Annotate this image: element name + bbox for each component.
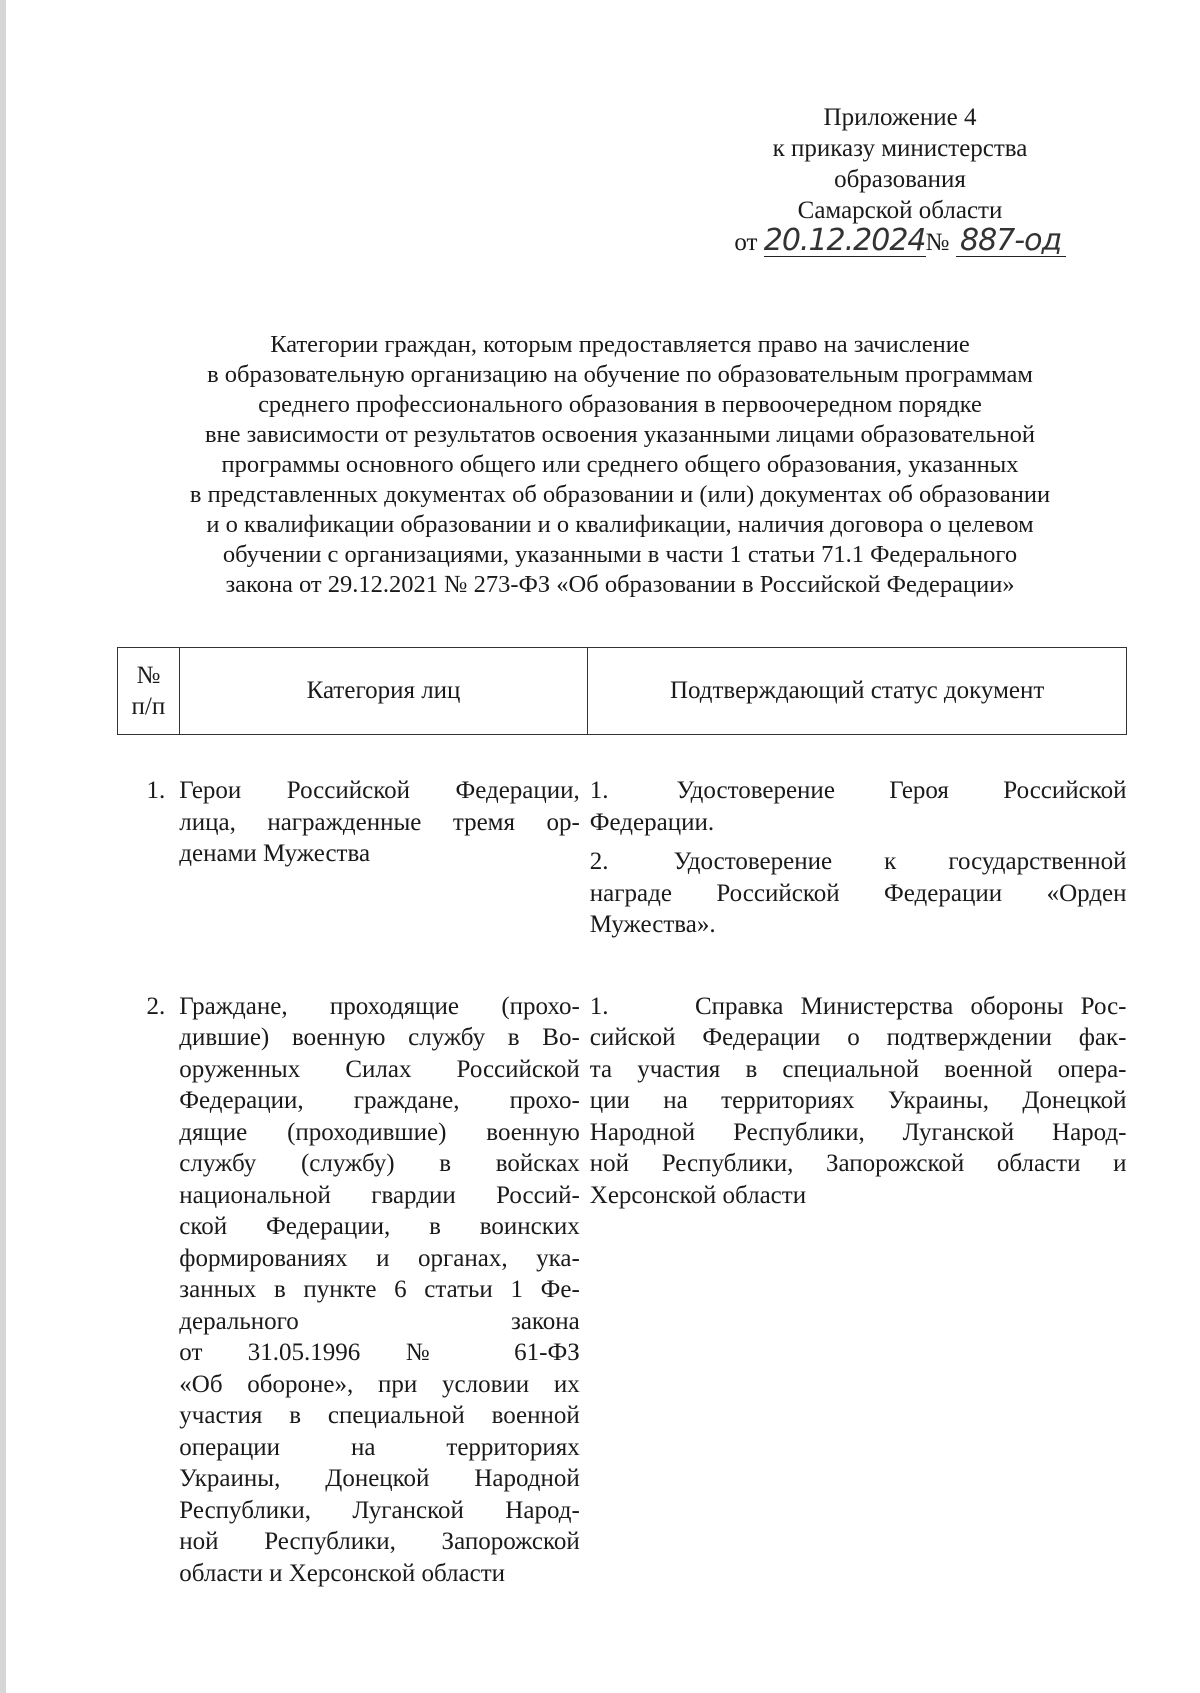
category-line: оруженных Силах Российской: [179, 1055, 580, 1083]
title-line: Категории граждан, которым предоставляется право на зачисление: [270, 331, 970, 358]
category-line: дерального закона: [179, 1307, 580, 1335]
title-line: закона от 29.12.2021 № 273-ФЗ «Об образовании в Российской Федерации»: [225, 571, 1015, 598]
appendix-line-3: образования: [834, 166, 966, 193]
category-line: лица, награжденные тремя ор-: [179, 808, 580, 836]
document-title: [110, 330, 1130, 600]
header-category: Категория лиц: [179, 648, 588, 735]
header-num-abbr: п/п: [131, 693, 166, 720]
table-header-row: [118, 648, 1127, 735]
category-line: ской Федерации, в воинских: [179, 1213, 580, 1240]
category-line: операции на территориях: [179, 1433, 580, 1461]
appendix-line-4: Самарской области: [797, 197, 1003, 224]
document-item: [590, 775, 1127, 838]
category-line: «Об обороне», при условии их: [179, 1370, 580, 1398]
number-label: №: [925, 229, 950, 256]
category-line: Украины, Донецкой Народной: [179, 1465, 580, 1492]
category-line: Федерации, граждане, прохо-: [179, 1087, 580, 1114]
category-line: ной Республики, Запорожской: [179, 1528, 580, 1555]
header-num: [118, 648, 180, 735]
category-line: участия в специальной военной: [179, 1402, 580, 1429]
category-line: Граждане, проходящие (прохо-: [179, 992, 580, 1020]
scan-edge: [0, 0, 6, 1693]
title-line: среднего профессионального образования в первоочередном порядке: [258, 391, 982, 418]
handwritten-number: 887-од: [956, 226, 1066, 257]
row-number: 2.: [146, 992, 166, 1020]
category-line: национальной гвардии Россий-: [179, 1181, 580, 1209]
title-line: вне зависимости от результатов освоения указанными лицами образовательной: [204, 421, 1036, 448]
appendix-line-2: к приказу министерства: [772, 135, 1028, 162]
document-line: Херсонской области: [589, 1181, 807, 1209]
order-date-number-line: [700, 223, 1100, 262]
document-line: сийской Федерации о подтверждении фак-: [589, 1024, 1127, 1051]
appendix-line-1: Приложение 4: [823, 104, 977, 131]
category-line: области и Херсонской области: [179, 1559, 506, 1587]
document-line: Народной Республики, Луганской Народ-: [589, 1118, 1127, 1146]
category-cell: [179, 735, 588, 941]
title-line: обучении с организациями, указанными в части 1 статьи 71.1 Федерального: [222, 541, 1018, 568]
category-line: от 31.05.1996 № 61-ФЗ: [179, 1339, 580, 1366]
title-line: в представленных документах об образовании и (или) документах об образовании: [189, 481, 1051, 508]
document-line: ции на территориях Украины, Донецкой: [589, 1087, 1127, 1114]
category-line: дившие) военную службу в Во-: [179, 1024, 580, 1051]
category-line: дящие (проходившие) военную: [179, 1118, 580, 1146]
row-number: 1.: [146, 777, 166, 804]
document-item: [590, 846, 1127, 941]
handwritten-date: 20.12.2024: [763, 223, 926, 258]
from-label: от: [734, 229, 758, 256]
document-line: Мужества».: [589, 911, 716, 938]
category-line: Герои Российской Федерации,: [179, 777, 580, 804]
category-line: Республики, Луганской Народ-: [179, 1496, 580, 1524]
category-line: формированиях и органах, ука-: [179, 1244, 580, 1272]
document-cell: [588, 941, 1127, 1590]
document-line: награде Российской Федерации «Орден: [589, 879, 1127, 907]
appendix-block: [700, 102, 1100, 262]
title-line: и о квалификации образовании и о квалификации, наличия договора о целевом: [206, 511, 1034, 538]
document-line: Федерации.: [589, 808, 715, 836]
category-line: занных в пункте 6 статьи 1 Фе-: [179, 1276, 580, 1303]
document-line: ной Республики, Запорожской области и: [589, 1150, 1127, 1177]
table-row: [118, 941, 1127, 1590]
document-line: та участия в специальной военной опера-: [589, 1055, 1127, 1083]
categories-table: [117, 647, 1127, 1589]
title-line: программы основного общего или среднего общего образования, указанных: [221, 451, 1019, 478]
document-line: 1. Справка Министерства обороны Рос-: [589, 992, 1127, 1020]
category-line: службу (службу) в войсках: [179, 1150, 580, 1177]
document-cell: [588, 735, 1127, 941]
header-num-symbol: №: [136, 661, 161, 689]
document-line: 2. Удостоверение к государственной: [589, 848, 1127, 875]
header-document: Подтверждающий статус документ: [588, 648, 1127, 735]
document-item: [590, 991, 1127, 1212]
category-line: денами Мужества: [179, 840, 371, 867]
title-line: в образовательную организацию на обучение по образовательным программам: [207, 361, 1033, 388]
table-row: [118, 735, 1127, 941]
category-cell: [179, 941, 588, 1590]
document-line: 1. Удостоверение Героя Российской: [589, 777, 1127, 804]
